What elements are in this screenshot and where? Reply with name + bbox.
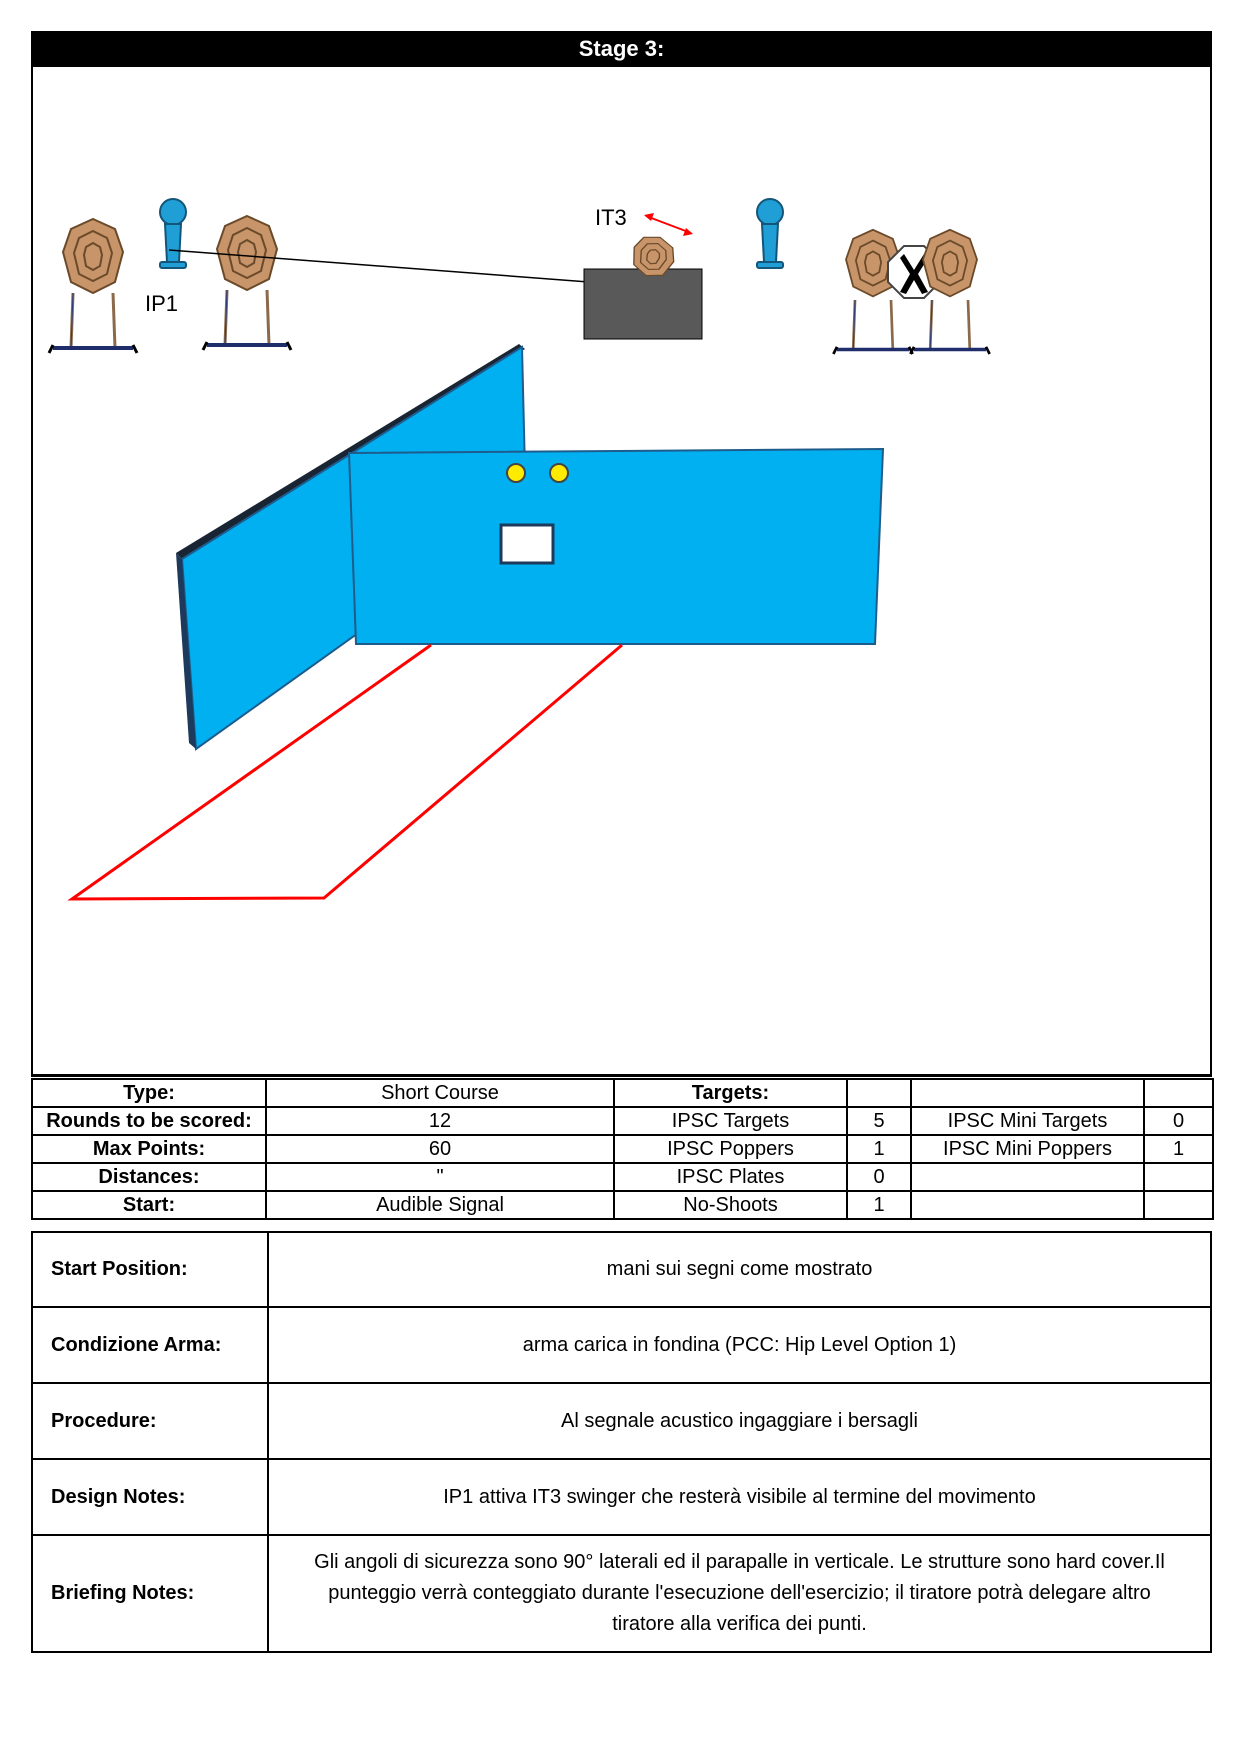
empty-cell	[911, 1191, 1144, 1219]
ipsc-target-left-2	[203, 216, 291, 350]
mini-targets-value: 0	[1144, 1107, 1213, 1135]
wall-front	[349, 449, 883, 644]
ipsc-poppers-value: 1	[847, 1135, 911, 1163]
swinger-base-box	[584, 269, 702, 339]
max-points-label: Max Points:	[32, 1135, 266, 1163]
stage-diagram	[31, 67, 1212, 1077]
hand-mark-left	[507, 464, 525, 482]
table-row	[32, 1232, 1211, 1307]
briefing-notes-value: Gli angoli di sicurezza sono 90° laterali ed il parapalle in verticale. Le strutture sono hard cover.Il punteggio verrà conteggiato durante l'esecuzione dell'esercizio; il tiratore potrà delegare altro tiratore alla verifica dei punti.	[268, 1535, 1211, 1652]
popper-right	[757, 199, 783, 268]
type-value: Short Course	[266, 1079, 614, 1107]
distances-value: "	[266, 1163, 614, 1191]
table-row	[32, 1383, 1211, 1459]
table-row	[32, 1459, 1211, 1535]
ipsc-plates-label: IPSC Plates	[614, 1163, 847, 1191]
table-row	[32, 1135, 1213, 1163]
design-notes-value: IP1 attiva IT3 swinger che resterà visibile al termine del movimento	[268, 1459, 1211, 1535]
stage-title: Stage 3:	[31, 31, 1212, 67]
empty-cell	[911, 1079, 1144, 1107]
table-row	[32, 1307, 1211, 1383]
popper-ip1	[160, 199, 186, 268]
rounds-value: 12	[266, 1107, 614, 1135]
ipsc-targets-label: IPSC Targets	[614, 1107, 847, 1135]
hand-mark-right	[550, 464, 568, 482]
design-notes-label: Design Notes:	[32, 1459, 268, 1535]
table-row	[32, 1107, 1213, 1135]
table-row	[32, 1163, 1213, 1191]
table-row	[32, 1079, 1213, 1107]
table-row	[32, 1191, 1213, 1219]
start-position-label: Start Position:	[32, 1232, 268, 1307]
max-points-value: 60	[266, 1135, 614, 1163]
noshoots-value: 1	[847, 1191, 911, 1219]
ipsc-targets-value: 5	[847, 1107, 911, 1135]
condizione-arma-label: Condizione Arma:	[32, 1307, 268, 1383]
procedure-value: Al segnale acustico ingaggiare i bersagli	[268, 1383, 1211, 1459]
briefing-notes-label: Briefing Notes:	[32, 1535, 268, 1652]
distances-label: Distances:	[32, 1163, 266, 1191]
swing-arrow-icon	[644, 213, 693, 236]
mini-targets-label: IPSC Mini Targets	[911, 1107, 1144, 1135]
stage-info-table	[31, 1078, 1214, 1220]
rounds-label: Rounds to be scored:	[32, 1107, 266, 1135]
start-value: Audible Signal	[266, 1191, 614, 1219]
mini-poppers-label: IPSC Mini Poppers	[911, 1135, 1144, 1163]
empty-cell	[847, 1079, 911, 1107]
start-position-value: mani sui segni come mostrato	[268, 1232, 1211, 1307]
procedure-label: Procedure:	[32, 1383, 268, 1459]
ipsc-poppers-label: IPSC Poppers	[614, 1135, 847, 1163]
start-label: Start:	[32, 1191, 266, 1219]
empty-cell	[1144, 1191, 1213, 1219]
mini-poppers-value: 1	[1144, 1135, 1213, 1163]
empty-cell	[1144, 1163, 1213, 1191]
empty-cell	[1144, 1079, 1213, 1107]
wall-port-window	[501, 525, 553, 563]
noshoots-label: No-Shoots	[614, 1191, 847, 1219]
stage-notes-table	[31, 1231, 1212, 1653]
stage-diagram-svg	[33, 67, 1210, 1074]
empty-cell	[911, 1163, 1144, 1191]
type-label: Type:	[32, 1079, 266, 1107]
label-it3: IT3	[595, 205, 627, 230]
ipsc-target-left-1	[49, 219, 137, 353]
table-row	[32, 1535, 1211, 1652]
targets-label: Targets:	[614, 1079, 847, 1107]
label-ip1: IP1	[145, 291, 179, 316]
ipsc-plates-value: 0	[847, 1163, 911, 1191]
condizione-arma-value: arma carica in fondina (PCC: Hip Level Option 1)	[268, 1307, 1211, 1383]
shooting-area-fault-line	[72, 645, 622, 899]
